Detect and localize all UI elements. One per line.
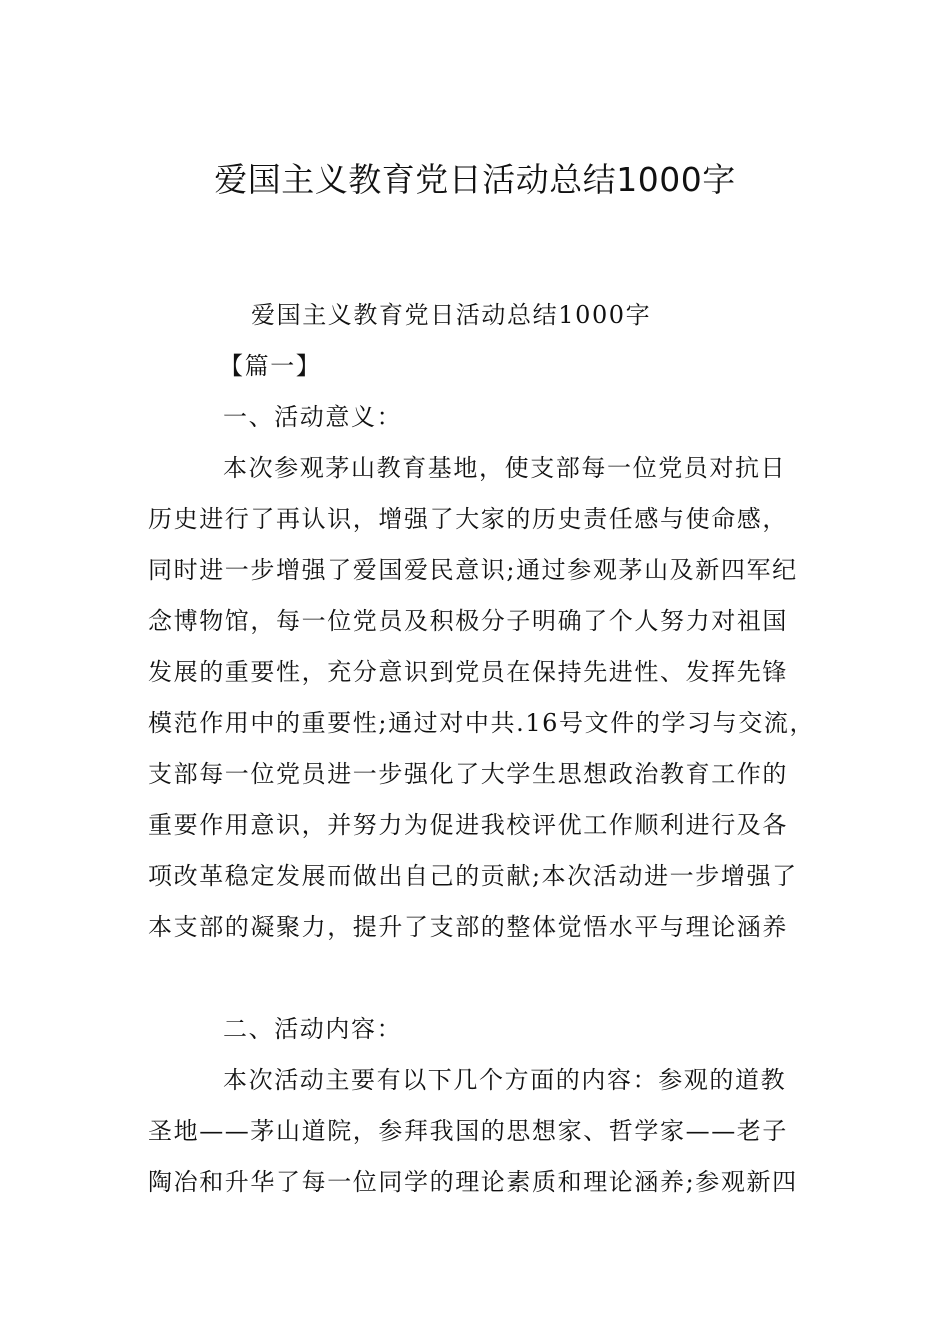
paragraph-line: 本次活动主要有以下几个方面的内容：参观的道教 [223, 1066, 787, 1094]
paragraph-line: 支部每一位党员进一步强化了大学生思想政治教育工作的 [148, 760, 788, 788]
paragraph-line: 陶冶和升华了每一位同学的理论素质和理论涵养;参观新四 [148, 1168, 798, 1196]
paragraph-line: 模范作用中的重要性;通过对中共.16号文件的学习与交流， [148, 709, 816, 737]
paragraph-line: 本次参观茅山教育基地，使支部每一位党员对抗日 [223, 454, 787, 482]
section-marker: 【篇一】 [219, 352, 322, 380]
document-body [148, 290, 820, 1208]
document-title: 爱国主义教育党日活动总结1000字 [214, 160, 736, 199]
section2-heading: 二、活动内容： [223, 1015, 403, 1043]
blank-line [148, 953, 820, 1004]
paragraph-line: 重要作用意识，并努力为促进我校评优工作顺利进行及各 [148, 811, 788, 839]
paragraph-line: 项改革稳定发展而做出自己的贡献;本次活动进一步增强了 [148, 862, 798, 890]
paragraph-line: 同时进一步增强了爱国爱民意识;通过参观茅山及新四军纪 [148, 556, 798, 584]
paragraph-line: 圣地——茅山道院，参拜我国的思想家、哲学家——老子 [148, 1117, 788, 1145]
paragraph-line: 发展的重要性，充分意识到党员在保持先进性、发挥先锋 [148, 658, 788, 686]
paragraph-line: 本支部的凝聚力，提升了支部的整体觉悟水平与理论涵养 [148, 913, 788, 941]
document-subtitle: 爱国主义教育党日活动总结1000字 [251, 301, 652, 329]
paragraph-line: 念博物馆，每一位党员及积极分子明确了个人努力对祖国 [148, 607, 788, 635]
paragraph-line: 历史进行了再认识，增强了大家的历史责任感与使命感， [148, 505, 788, 533]
section1-heading: 一、活动意义： [223, 403, 403, 431]
